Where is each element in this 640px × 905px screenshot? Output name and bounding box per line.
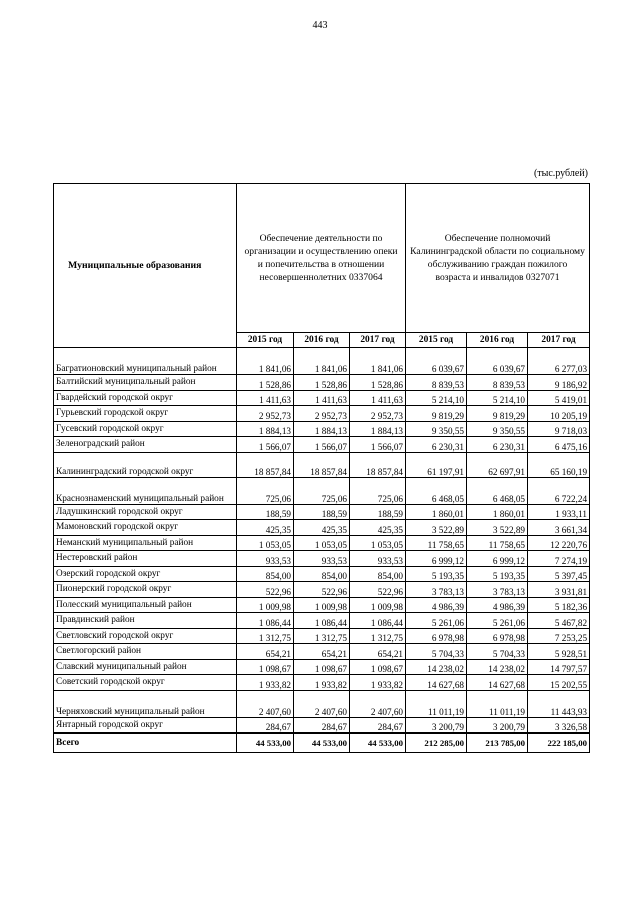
- value-cell: 1 933,82: [237, 675, 294, 691]
- value-cell: 7 274,19: [528, 551, 590, 567]
- value-cell: 1 098,67: [237, 659, 294, 675]
- municipality-name: Зеленоградский район: [54, 437, 237, 453]
- total-label: Всего: [54, 733, 237, 753]
- total-row: [54, 733, 590, 753]
- value-cell: 6 999,12: [467, 551, 528, 567]
- value-cell: 10 205,19: [528, 406, 590, 422]
- table-row: [54, 437, 590, 453]
- value-cell: 5 261,06: [467, 613, 528, 629]
- value-cell: 522,96: [237, 582, 294, 598]
- value-cell: 1 841,06: [237, 348, 294, 375]
- table-row: [54, 406, 590, 422]
- municipality-name: Черняховский муниципальный район: [54, 690, 237, 717]
- table-row: [54, 551, 590, 567]
- value-cell: 425,35: [350, 520, 406, 536]
- value-cell: 11 443,93: [528, 690, 590, 717]
- value-cell: 11 758,65: [406, 535, 467, 551]
- municipality-name: Янтарный городской округ: [54, 717, 237, 733]
- municipality-name: Ладушкинский городской округ: [54, 504, 237, 520]
- value-cell: 11 758,65: [467, 535, 528, 551]
- municipality-name: Озерский городской округ: [54, 566, 237, 582]
- value-cell: 1 098,67: [350, 659, 406, 675]
- value-cell: 1 884,13: [237, 421, 294, 437]
- value-cell: 6 475,16: [528, 437, 590, 453]
- value-cell: 1 860,01: [406, 504, 467, 520]
- value-cell: 6 230,31: [406, 437, 467, 453]
- value-cell: 1 884,13: [350, 421, 406, 437]
- municipality-name: Багратионовский муниципальный район: [54, 348, 237, 375]
- value-cell: 61 197,91: [406, 452, 467, 477]
- table-row: [54, 644, 590, 660]
- value-cell: 5 928,51: [528, 644, 590, 660]
- value-cell: 1 411,63: [237, 390, 294, 406]
- table-row: [54, 628, 590, 644]
- municipality-name: Нестеровский район: [54, 551, 237, 567]
- value-cell: 854,00: [350, 566, 406, 582]
- total-value: 222 185,00: [528, 733, 590, 753]
- municipality-name: Гурьевский городской округ: [54, 406, 237, 422]
- table-row: [54, 717, 590, 733]
- value-cell: 8 839,53: [467, 375, 528, 391]
- municipality-name: Славский муниципальный район: [54, 659, 237, 675]
- value-cell: 1 009,98: [237, 597, 294, 613]
- value-cell: 1 841,06: [294, 348, 350, 375]
- value-cell: 1 528,86: [294, 375, 350, 391]
- value-cell: 18 857,84: [294, 452, 350, 477]
- total-value: 44 533,00: [350, 733, 406, 753]
- value-cell: 522,96: [294, 582, 350, 598]
- value-cell: 4 986,39: [406, 597, 467, 613]
- table-row: [54, 390, 590, 406]
- value-cell: 3 326,58: [528, 717, 590, 733]
- table-row: [54, 348, 590, 375]
- value-cell: 5 214,10: [406, 390, 467, 406]
- value-cell: 3 200,79: [467, 717, 528, 733]
- table-row: [54, 597, 590, 613]
- value-cell: 1 933,11: [528, 504, 590, 520]
- value-cell: 1 528,86: [350, 375, 406, 391]
- value-cell: 1 098,67: [294, 659, 350, 675]
- value-cell: 933,53: [237, 551, 294, 567]
- data-table: [53, 183, 590, 753]
- municipality-name: Правдинский район: [54, 613, 237, 629]
- table-row: [54, 659, 590, 675]
- value-cell: 188,59: [294, 504, 350, 520]
- municipality-name: Гусевский городской округ: [54, 421, 237, 437]
- value-cell: 654,21: [237, 644, 294, 660]
- value-cell: 9 718,03: [528, 421, 590, 437]
- total-value: 212 285,00: [406, 733, 467, 753]
- value-cell: 18 857,84: [237, 452, 294, 477]
- value-cell: 725,06: [350, 477, 406, 504]
- value-cell: 1 528,86: [237, 375, 294, 391]
- municipality-name: Светлогорский район: [54, 644, 237, 660]
- value-cell: 9 819,29: [406, 406, 467, 422]
- value-cell: 1 312,75: [350, 628, 406, 644]
- total-value: 44 533,00: [237, 733, 294, 753]
- value-cell: 6 468,05: [406, 477, 467, 504]
- value-cell: 3 522,89: [406, 520, 467, 536]
- value-cell: 1 841,06: [350, 348, 406, 375]
- value-cell: 6 978,98: [467, 628, 528, 644]
- value-cell: 14 238,02: [406, 659, 467, 675]
- value-cell: 1 860,01: [467, 504, 528, 520]
- value-cell: 2 407,60: [350, 690, 406, 717]
- municipality-name: Пионерский городской округ: [54, 582, 237, 598]
- value-cell: 5 704,33: [467, 644, 528, 660]
- group1-header: Обеспечение деятельности по организации и осуществлению опеки и попечительства в отношении несовершеннолетних 0337064: [237, 184, 406, 333]
- value-cell: 4 986,39: [467, 597, 528, 613]
- value-cell: 14 627,68: [467, 675, 528, 691]
- value-cell: 1 566,07: [350, 437, 406, 453]
- table-row: [54, 613, 590, 629]
- value-cell: 62 697,91: [467, 452, 528, 477]
- value-cell: 2 952,73: [350, 406, 406, 422]
- year-header: 2015 год: [406, 333, 467, 348]
- value-cell: 1 086,44: [294, 613, 350, 629]
- municipality-name: Неманский муниципальный район: [54, 535, 237, 551]
- year-header: 2015 год: [237, 333, 294, 348]
- value-cell: 12 220,76: [528, 535, 590, 551]
- value-cell: 933,53: [294, 551, 350, 567]
- value-cell: 14 627,68: [406, 675, 467, 691]
- value-cell: 3 931,81: [528, 582, 590, 598]
- value-cell: 1 009,98: [350, 597, 406, 613]
- table-row: [54, 535, 590, 551]
- value-cell: 284,67: [294, 717, 350, 733]
- value-cell: 3 661,34: [528, 520, 590, 536]
- total-value: 213 785,00: [467, 733, 528, 753]
- value-cell: 6 230,31: [467, 437, 528, 453]
- value-cell: 1 933,82: [294, 675, 350, 691]
- value-cell: 18 857,84: [350, 452, 406, 477]
- value-cell: 725,06: [237, 477, 294, 504]
- value-cell: 5 419,01: [528, 390, 590, 406]
- total-value: 44 533,00: [294, 733, 350, 753]
- value-cell: 2 407,60: [294, 690, 350, 717]
- value-cell: 2 952,73: [237, 406, 294, 422]
- value-cell: 1 933,82: [350, 675, 406, 691]
- value-cell: 11 011,19: [406, 690, 467, 717]
- municipality-name: Балтийский муниципальный район: [54, 375, 237, 391]
- table-row: [54, 375, 590, 391]
- value-cell: 188,59: [350, 504, 406, 520]
- year-header: 2016 год: [294, 333, 350, 348]
- value-cell: 1 312,75: [237, 628, 294, 644]
- value-cell: 9 186,92: [528, 375, 590, 391]
- value-cell: 9 350,55: [467, 421, 528, 437]
- municipality-name: Краснознаменский муниципальный район: [54, 477, 237, 504]
- value-cell: 1 411,63: [294, 390, 350, 406]
- value-cell: 65 160,19: [528, 452, 590, 477]
- value-cell: 425,35: [294, 520, 350, 536]
- value-cell: 933,53: [350, 551, 406, 567]
- value-cell: 6 978,98: [406, 628, 467, 644]
- municipality-name: Калининградский городской округ: [54, 452, 237, 477]
- table-row: [54, 675, 590, 691]
- value-cell: 5 261,06: [406, 613, 467, 629]
- municipality-name: Светловский городской округ: [54, 628, 237, 644]
- municipality-header: Муниципальные образования: [54, 184, 237, 348]
- value-cell: 654,21: [294, 644, 350, 660]
- value-cell: 2 407,60: [237, 690, 294, 717]
- municipality-name: Полесский муниципальный район: [54, 597, 237, 613]
- value-cell: 1 009,98: [294, 597, 350, 613]
- table-row: [54, 520, 590, 536]
- value-cell: 5 193,35: [406, 566, 467, 582]
- value-cell: 9 350,55: [406, 421, 467, 437]
- value-cell: 3 783,13: [406, 582, 467, 598]
- value-cell: 1 053,05: [350, 535, 406, 551]
- value-cell: 14 797,57: [528, 659, 590, 675]
- value-cell: 8 839,53: [406, 375, 467, 391]
- value-cell: 15 202,55: [528, 675, 590, 691]
- value-cell: 6 722,24: [528, 477, 590, 504]
- value-cell: 1 053,05: [294, 535, 350, 551]
- municipality-name: Мамоновский городской округ: [54, 520, 237, 536]
- value-cell: 725,06: [294, 477, 350, 504]
- value-cell: 284,67: [350, 717, 406, 733]
- value-cell: 5 182,36: [528, 597, 590, 613]
- table-row: [54, 477, 590, 504]
- municipality-name: Гвардейский городской округ: [54, 390, 237, 406]
- value-cell: 11 011,19: [467, 690, 528, 717]
- value-cell: 5 214,10: [467, 390, 528, 406]
- value-cell: 1 566,07: [294, 437, 350, 453]
- value-cell: 1 411,63: [350, 390, 406, 406]
- table-row: [54, 690, 590, 717]
- municipality-name: Советский городской округ: [54, 675, 237, 691]
- table-row: [54, 421, 590, 437]
- value-cell: 854,00: [294, 566, 350, 582]
- value-cell: 1 086,44: [237, 613, 294, 629]
- value-cell: 1 086,44: [350, 613, 406, 629]
- value-cell: 9 819,29: [467, 406, 528, 422]
- value-cell: 1 884,13: [294, 421, 350, 437]
- table-row: [54, 504, 590, 520]
- value-cell: 6 468,05: [467, 477, 528, 504]
- table-body: [54, 348, 590, 753]
- value-cell: 7 253,25: [528, 628, 590, 644]
- value-cell: 1 053,05: [237, 535, 294, 551]
- table-row: [54, 566, 590, 582]
- value-cell: 2 952,73: [294, 406, 350, 422]
- value-cell: 284,67: [237, 717, 294, 733]
- value-cell: 3 200,79: [406, 717, 467, 733]
- value-cell: 5 704,33: [406, 644, 467, 660]
- page-number: 443: [312, 20, 328, 31]
- value-cell: 522,96: [350, 582, 406, 598]
- value-cell: 6 039,67: [467, 348, 528, 375]
- value-cell: 1 566,07: [237, 437, 294, 453]
- value-cell: 188,59: [237, 504, 294, 520]
- value-cell: 3 522,89: [467, 520, 528, 536]
- table-row: [54, 582, 590, 598]
- year-header: 2017 год: [350, 333, 406, 348]
- value-cell: 5 467,82: [528, 613, 590, 629]
- value-cell: 1 312,75: [294, 628, 350, 644]
- value-cell: 5 193,35: [467, 566, 528, 582]
- group2-header: Обеспечение полномочий Калининградской области по социальному обслуживанию граждан пожилого возраста и инвалидов 0327071: [406, 184, 590, 333]
- value-cell: 854,00: [237, 566, 294, 582]
- table-row: [54, 452, 590, 477]
- value-cell: 3 783,13: [467, 582, 528, 598]
- value-cell: 6 277,03: [528, 348, 590, 375]
- value-cell: 14 238,02: [467, 659, 528, 675]
- value-cell: 5 397,45: [528, 566, 590, 582]
- value-cell: 654,21: [350, 644, 406, 660]
- year-header: 2016 год: [467, 333, 528, 348]
- year-header: 2017 год: [528, 333, 590, 348]
- value-cell: 6 999,12: [406, 551, 467, 567]
- value-cell: 425,35: [237, 520, 294, 536]
- unit-label: (тыс.рублей): [533, 168, 588, 179]
- value-cell: 6 039,67: [406, 348, 467, 375]
